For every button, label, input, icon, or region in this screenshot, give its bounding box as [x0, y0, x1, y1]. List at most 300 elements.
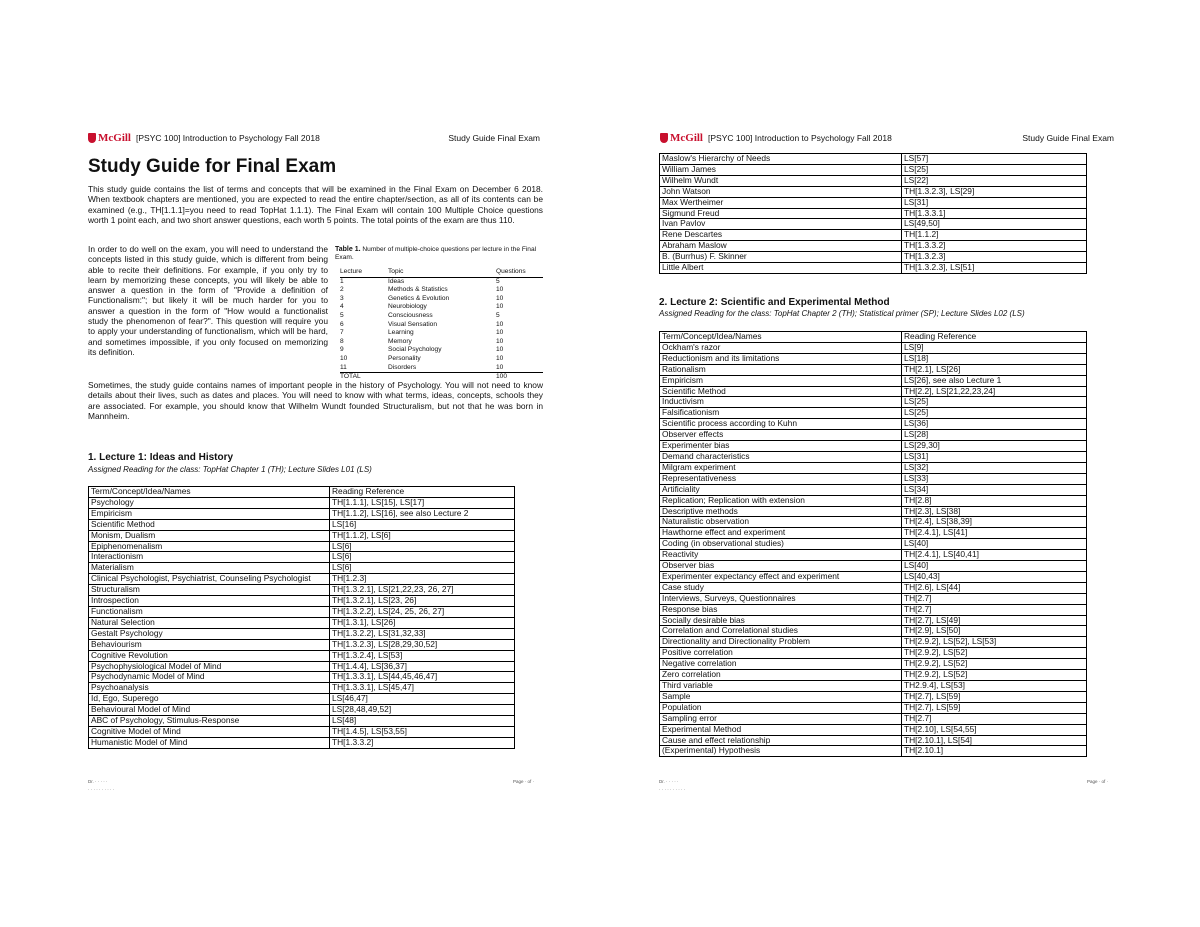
mc-table-row-cell: 10 [496, 354, 504, 362]
table-row-cell: LS[16] [330, 519, 515, 530]
table-row-cell: ABC of Psychology, Stimulus-Response [89, 716, 330, 727]
table-row [89, 661, 515, 672]
table-row-cell: Scientific Method [660, 386, 902, 397]
table-row-cell: Functionalism [89, 606, 330, 617]
page-header [88, 132, 540, 148]
table-row [660, 561, 1087, 572]
table-row-cell: Introspection [89, 596, 330, 607]
table-row [660, 164, 1087, 175]
mc-table-row-cell: 10 [496, 337, 504, 345]
table-row [89, 737, 515, 748]
table-row [660, 451, 1087, 462]
table-row [660, 681, 1087, 692]
table-row-cell: TH[2.10.1], LS[54] [902, 735, 1087, 746]
table-row-cell: Descriptive methods [660, 506, 902, 517]
table-row [89, 726, 515, 737]
table-row-cell: LS[28,48,49,52] [330, 705, 515, 716]
table-row [660, 263, 1087, 274]
table-row-cell: TH[1.3.2.4], LS[53] [330, 650, 515, 661]
table-row [660, 241, 1087, 252]
table-row-cell: TH[1.3.1], LS[26] [330, 617, 515, 628]
mc-table-row-cell: 5 [496, 311, 500, 319]
table-row-cell: Scientific Method [89, 519, 330, 530]
table-row-cell: Wilhelm Wundt [660, 175, 902, 186]
table-row-cell: LS[9] [902, 342, 1087, 353]
table-row-cell: Experimental Method [660, 724, 902, 735]
mc-table-row-cell: 3 [340, 294, 344, 302]
table-row-cell: Monism, Dualism [89, 530, 330, 541]
table-row-cell: Ockham's razor [660, 342, 902, 353]
mc-table-row-cell: 10 [496, 363, 504, 371]
mc-table-row [340, 295, 543, 304]
mc-table-row-cell: 10 [496, 303, 504, 311]
table-row-cell: Naturalistic observation [660, 517, 902, 528]
table-row-cell: LS[36] [902, 419, 1087, 430]
section1-subheading: Assigned Reading for the class: TopHat Chapter 1 (TH); Lecture Slides L01 (LS) [88, 465, 372, 474]
table-row-cell: LS[49,50] [902, 219, 1087, 230]
table-row-cell: Empiricism [660, 375, 902, 386]
table-row-cell: TH[1.3.3.1], LS[45,47] [330, 683, 515, 694]
lecture1-terms-table-continued [659, 153, 1087, 274]
table-row-cell: LS[6] [330, 563, 515, 574]
table-row [660, 615, 1087, 626]
table-row [660, 746, 1087, 757]
course-title: [PSYC 100] Introduction to Psychology Fall 2018 [708, 133, 892, 143]
table-row-cell: Cognitive Model of Mind [89, 726, 330, 737]
table-row [660, 571, 1087, 582]
table-row-cell: Reductionism and its limitations [660, 353, 902, 364]
table-row-cell: Sampling error [660, 713, 902, 724]
table-row [660, 208, 1087, 219]
mc-table-row-cell: 10 [496, 294, 504, 302]
table-row-cell: Psychology [89, 497, 330, 508]
table-row-cell: LS[32] [902, 462, 1087, 473]
table-row [89, 585, 515, 596]
table-row-cell: LS[33] [902, 473, 1087, 484]
table-row-cell: TH[2.7], LS[49] [902, 615, 1087, 626]
table-row [660, 648, 1087, 659]
table-row-cell: TH[1.3.3.2] [902, 241, 1087, 252]
table-row [660, 375, 1087, 386]
table-row-cell: TH[2.7], LS[59] [902, 691, 1087, 702]
table-row-cell: TH[1.2.3] [330, 574, 515, 585]
mc-table-row-cell: 11 [340, 363, 347, 371]
mcgill-logo [88, 132, 131, 144]
table-row-cell: Population [660, 702, 902, 713]
table-row-cell: Maslow's Hierarchy of Needs [660, 154, 902, 165]
mc-table-row-cell: 5 [340, 311, 344, 319]
understanding-paragraph: In order to do well on the exam, you will need to understand the concepts listed in this study guide, which is different from being able to recite their definitions. For example, if you only try to learn by memorizing these concepts, you will likely be able to answer a question in the form of "Provide a definition of Functionalism:"; but likely it will be much harder for you to answer a question in the form of "How would a functionalist study the phenomenon of fear?". This question will require you to apply your understanding of functionalism, which will be hard, and sometimes impossible, if you only focused on memorizing its definition. [88, 244, 328, 357]
table-row [660, 397, 1087, 408]
table1-caption-text: Number of multiple-choice questions per lecture in the Final Exam. [335, 246, 537, 261]
mc-table-row-cell: 9 [340, 346, 344, 354]
table-row-cell: Epiphenomenalism [89, 541, 330, 552]
mc-table-row [340, 364, 543, 373]
logo-text: McGill [670, 132, 703, 144]
mc-table-row-cell: Genetics & Evolution [388, 294, 450, 302]
table-row-cell: TH[1.3.3.2] [330, 737, 515, 748]
header-right-text: Study Guide Final Exam [448, 133, 540, 143]
table-row-cell: LS[40] [902, 539, 1087, 550]
table-row-cell: LS[57] [902, 154, 1087, 165]
mc-table-row-cell: Social Psychology [388, 346, 442, 354]
table-row-cell: TH[2.9], LS[50] [902, 626, 1087, 637]
table-row [660, 670, 1087, 681]
table-row-cell: LS[25] [902, 397, 1087, 408]
lecture2-terms-table [659, 331, 1087, 757]
table-row-cell: TH[1.1.2] [902, 230, 1087, 241]
table-row-cell: TH[1.1.2], LS[16], see also Lecture 2 [330, 508, 515, 519]
table-row [660, 724, 1087, 735]
table-row-cell: TH[2.1], LS[26] [902, 364, 1087, 375]
table-row-cell: Little Albert [660, 263, 902, 274]
table-row-cell: TH[1.3.2.2], LS[31,32,33] [330, 628, 515, 639]
table-row-cell: Socially desirable bias [660, 615, 902, 626]
table-row-cell: John Watson [660, 186, 902, 197]
table-row-cell: TH[2.7], LS[59] [902, 702, 1087, 713]
table-row [89, 552, 515, 563]
table-row-cell: TH[2.7] [902, 604, 1087, 615]
table-row-cell: TH[2.7] [902, 713, 1087, 724]
table-row-cell: LS[31] [902, 451, 1087, 462]
table-row [89, 574, 515, 585]
mc-table-row [340, 303, 543, 312]
table-row-cell: TH[1.3.2.1], LS[23, 26] [330, 596, 515, 607]
table-row-cell: Replication; Replication with extension [660, 495, 902, 506]
mc-table-row [340, 277, 543, 286]
t2-header-term: Term/Concept/Idea/Names [660, 332, 902, 343]
table-row-cell: Psychodynamic Model of Mind [89, 672, 330, 683]
mc-total-label: TOTAL [340, 373, 388, 382]
table-row-cell: TH[1.3.2.3], LS[29] [902, 186, 1087, 197]
table-row-cell: William James [660, 164, 902, 175]
table-row [660, 408, 1087, 419]
table-row-cell: TH[2.8] [902, 495, 1087, 506]
t2-header-ref: Reading Reference [902, 332, 1087, 343]
table-row-cell: Observer effects [660, 430, 902, 441]
mc-table-row-cell: 10 [496, 286, 504, 294]
table-row-cell: Materialism [89, 563, 330, 574]
mc-table-row-cell: 10 [340, 354, 348, 362]
table-row-cell: Behaviourism [89, 639, 330, 650]
footer-left: Dr. · · · · · · · · · · · · · · · [88, 779, 115, 792]
table-row-cell: TH[1.4.4], LS[36,37] [330, 661, 515, 672]
table-row-cell: Inductivism [660, 397, 902, 408]
table-row-cell: (Experimental) Hypothesis [660, 746, 902, 757]
table-row [89, 519, 515, 530]
mc-table-row-cell: 1 [340, 277, 344, 285]
table-row-cell: TH[2.4], LS[38,39] [902, 517, 1087, 528]
table-row-cell: LS[6] [330, 552, 515, 563]
table-row [89, 683, 515, 694]
page-title: Study Guide for Final Exam [88, 156, 337, 177]
section1-heading: 1. Lecture 1: Ideas and History [88, 452, 234, 463]
t1-header-term: Term/Concept/Idea/Names [89, 487, 330, 498]
table-row-cell: Structuralism [89, 585, 330, 596]
table-row [89, 628, 515, 639]
table-row [660, 186, 1087, 197]
table-row [660, 441, 1087, 452]
mc-table-row-cell: Learning [388, 329, 414, 337]
table-row-cell: Artificiality [660, 484, 902, 495]
table-row [89, 497, 515, 508]
table-row [89, 596, 515, 607]
mc-table-row-cell: 8 [340, 337, 344, 345]
table-row [660, 430, 1087, 441]
mc-table-row-cell: Neurobiology [388, 303, 427, 311]
table-row [660, 154, 1087, 165]
table-row [89, 617, 515, 628]
table-row-cell: Rationalism [660, 364, 902, 375]
table-row-cell: LS[34] [902, 484, 1087, 495]
mcgill-shield-icon [660, 133, 668, 143]
mc-table-row-cell: Memory [388, 337, 412, 345]
table-row-cell: TH[2.3], LS[38] [902, 506, 1087, 517]
table-row-cell: TH[1.3.2.2], LS[24, 25, 26, 27] [330, 606, 515, 617]
table-row-cell: Max Wertheimer [660, 197, 902, 208]
table-row-cell: TH[2.9.2], LS[52], LS[53] [902, 637, 1087, 648]
table-row [660, 539, 1087, 550]
table-row-cell: Response bias [660, 604, 902, 615]
table-row-cell: Representativeness [660, 473, 902, 484]
mc-table-row-cell: 7 [340, 329, 344, 337]
table-row-cell: TH[2.10], LS[54,55] [902, 724, 1087, 735]
table-row-cell: Hawthorne effect and experiment [660, 528, 902, 539]
table-row [89, 694, 515, 705]
table-row [660, 175, 1087, 186]
table-row [660, 637, 1087, 648]
mcgill-shield-icon [88, 133, 96, 143]
table-row-cell: Reactivity [660, 550, 902, 561]
table-row-cell: TH[1.4.5], LS[53,55] [330, 726, 515, 737]
table-row [89, 672, 515, 683]
mc-table-row-cell: Visual Sensation [388, 320, 437, 328]
table-row [89, 563, 515, 574]
table-row-cell: Zero correlation [660, 670, 902, 681]
table-row [660, 495, 1087, 506]
table-row-cell: TH[2.4.1], LS[40,41] [902, 550, 1087, 561]
table-row-cell: Cognitive Revolution [89, 650, 330, 661]
table-row [660, 713, 1087, 724]
table-row-cell: Experimenter bias [660, 441, 902, 452]
table1-caption [335, 246, 545, 262]
table-row-cell: Behavioural Model of Mind [89, 705, 330, 716]
mc-table-row-cell: 2 [340, 286, 344, 294]
mc-table-row-cell: Consciousness [388, 311, 433, 319]
mc-table-row-cell: 6 [340, 320, 344, 328]
header-right-text: Study Guide Final Exam [1022, 133, 1114, 143]
table-row-cell: Milgram experiment [660, 462, 902, 473]
table-row-cell: Falsificationism [660, 408, 902, 419]
mc-table-row-cell: Disorders [388, 363, 417, 371]
table-row [89, 530, 515, 541]
mc-table-row-cell: 10 [496, 320, 504, 328]
table-row-cell: TH[2.2], LS[21,22,23,24] [902, 386, 1087, 397]
table-row-cell: Experimenter expectancy effect and experiment [660, 571, 902, 582]
course-title: [PSYC 100] Introduction to Psychology Fall 2018 [136, 133, 320, 143]
table-row [89, 705, 515, 716]
table-row-cell: Observer bias [660, 561, 902, 572]
table-row-cell: TH[1.3.3.1], LS[44,45,46,47] [330, 672, 515, 683]
page-header [660, 132, 1114, 148]
mc-table-row-cell: 10 [496, 329, 504, 337]
table-row-cell: LS[26], see also Lecture 1 [902, 375, 1087, 386]
table-row [660, 364, 1087, 375]
table-row-cell: LS[25] [902, 164, 1087, 175]
table-row [89, 606, 515, 617]
table-row [660, 735, 1087, 746]
mcgill-logo [660, 132, 703, 144]
table-row [660, 473, 1087, 484]
mc-table-row-cell: 4 [340, 303, 344, 311]
table-row-cell: Id, Ego, Superego [89, 694, 330, 705]
table-row-cell: TH[2.4.1], LS[41] [902, 528, 1087, 539]
mc-table-row [340, 321, 543, 330]
table-row-cell: Demand characteristics [660, 451, 902, 462]
mc-header-topic: Topic [388, 268, 496, 277]
table-row [660, 506, 1087, 517]
table-row [660, 252, 1087, 263]
table-row-cell: LS[48] [330, 716, 515, 727]
table-row-cell: LS[6] [330, 541, 515, 552]
table-row [660, 604, 1087, 615]
section2-heading: 2. Lecture 2: Scientific and Experimental Method [659, 297, 890, 308]
table-row-cell: TH[2.9.2], LS[52] [902, 659, 1087, 670]
mc-header-questions: Questions [496, 268, 543, 277]
table-row [660, 484, 1087, 495]
table-row [660, 462, 1087, 473]
table-row-cell: TH[1.1.2], LS[6] [330, 530, 515, 541]
table-row [89, 650, 515, 661]
table-row [660, 219, 1087, 230]
table-row [660, 582, 1087, 593]
mc-table-row-cell: 10 [496, 346, 504, 354]
people-paragraph: Sometimes, the study guide contains names of important people in the history of Psychology. You will not need to know details about their lives, such as dates and places. You will need to know with what terms, ideas, concepts, schools they are associated. For example, you should know that Wilhelm Wundt founded Structuralism, but not that he was born in Mannheim. [88, 380, 543, 421]
table-row-cell: TH[1.1.1], LS[15], LS[17] [330, 497, 515, 508]
t1-header-ref: Reading Reference [330, 487, 515, 498]
table-row-cell: LS[31] [902, 197, 1087, 208]
table-row-cell: TH[1.3.2.3], LS[28,29,30,52] [330, 639, 515, 650]
table-row-cell: TH[2.6], LS[44] [902, 582, 1087, 593]
footer-left: Dr. · · · · · · · · · · · · · · · [659, 779, 686, 792]
table-row-cell: Sample [660, 691, 902, 702]
table-row [89, 541, 515, 552]
footer-page-number-2: Page · of · [1087, 779, 1109, 784]
table-row [660, 197, 1087, 208]
mc-header-lecture: Lecture [340, 268, 388, 277]
section2-subheading: Assigned Reading for the class: TopHat Chapter 2 (TH); Statistical primer (SP); Lecture Slides L02 (LS) [659, 309, 1025, 318]
table-row-cell: TH[1.3.2.3] [902, 252, 1087, 263]
table-row-cell: Empiricism [89, 508, 330, 519]
logo-text: McGill [98, 132, 131, 144]
table-row-cell: Humanistic Model of Mind [89, 737, 330, 748]
table-row [660, 230, 1087, 241]
mc-questions-table [340, 268, 543, 382]
intro-paragraph: This study guide contains the list of terms and concepts that will be examined in the Final Exam on December 6 2018. When textbook chapters are mentioned, you are expected to read the entire chapter/section, as all of its contents can be examined (e.g., TH[1.1.1]=you need to read TopHat 1.1.1). The Final Exam will contain 100 Multiple Choice questions worth 1 point each, and two short answer questions, each worth 5 points. The total points of the exam are thus 110. [88, 184, 543, 225]
table-row-cell: Directionality and Directionality Problem [660, 637, 902, 648]
table-row [660, 626, 1087, 637]
footer-page-number: Page · of · [513, 779, 535, 784]
table-row [89, 639, 515, 650]
table-row-cell: Positive correlation [660, 648, 902, 659]
table-row-cell: TH2.9.4], LS[53] [902, 681, 1087, 692]
table-row [660, 593, 1087, 604]
table-row-cell: LS[22] [902, 175, 1087, 186]
table-row [660, 386, 1087, 397]
table-row-cell: LS[40,43] [902, 571, 1087, 582]
mc-table-row [340, 355, 543, 364]
mc-table-row-cell: Ideas [388, 277, 405, 285]
table-row [660, 528, 1087, 539]
table-row-cell: Correlation and Correlational studies [660, 626, 902, 637]
table-row-cell: LS[18] [902, 353, 1087, 364]
table-row-cell: Interviews, Surveys, Questionnaires [660, 593, 902, 604]
table-row-cell: Natural Selection [89, 617, 330, 628]
table-row-cell: LS[25] [902, 408, 1087, 419]
mc-table-row [340, 338, 543, 347]
table-row-cell: Third variable [660, 681, 902, 692]
mc-table-row-cell: 5 [496, 277, 500, 285]
table-row-cell: B. (Burrhus) F. Skinner [660, 252, 902, 263]
table-row-cell: Negative correlation [660, 659, 902, 670]
table-row-cell: Psychophysiological Model of Mind [89, 661, 330, 672]
table-row-cell: Ivan Pavlov [660, 219, 902, 230]
mc-table-row-cell: Methods & Statistics [388, 286, 448, 294]
lecture1-terms-table [88, 486, 515, 749]
table-row-cell: Case study [660, 582, 902, 593]
mc-table-row [340, 312, 543, 321]
table-row-cell: Interactionism [89, 552, 330, 563]
table-row [660, 419, 1087, 430]
table-row-cell: Psychoanalysis [89, 683, 330, 694]
table-row-cell: TH[1.3.2.1], LS[21,22,23, 26, 27] [330, 585, 515, 596]
table1-caption-label: Table 1. [335, 246, 361, 253]
mc-table-row [340, 329, 543, 338]
table-row [660, 517, 1087, 528]
table-row-cell: LS[40] [902, 561, 1087, 572]
table-row-cell: TH[2.9.2], LS[52] [902, 648, 1087, 659]
table-row-cell: TH[1.3.2.3], LS[51] [902, 263, 1087, 274]
table-row-cell: TH[2.9.2], LS[52] [902, 670, 1087, 681]
table-row [660, 691, 1087, 702]
mc-table-row-cell: Personality [388, 354, 421, 362]
table-row-cell: TH[1.3.3.1] [902, 208, 1087, 219]
table-row-cell: Clinical Psychologist, Psychiatrist, Counseling Psychologist [89, 574, 330, 585]
table-row [89, 508, 515, 519]
table-row [660, 353, 1087, 364]
mc-table-row [340, 346, 543, 355]
table-row [660, 342, 1087, 353]
table-row-cell: LS[29,30] [902, 441, 1087, 452]
table-row-cell: Rene Descartes [660, 230, 902, 241]
table-row-cell: Gestalt Psychology [89, 628, 330, 639]
table-row [660, 550, 1087, 561]
table-row-cell: TH[2.7] [902, 593, 1087, 604]
table-row-cell: Cause and effect relationship [660, 735, 902, 746]
table-row-cell: LS[28] [902, 430, 1087, 441]
table-row [660, 659, 1087, 670]
mc-table-row [340, 286, 543, 295]
table-row-cell: Scientific process according to Kuhn [660, 419, 902, 430]
table-row [89, 716, 515, 727]
table-row-cell: LS[46,47] [330, 694, 515, 705]
mc-total-value: 100 [496, 373, 543, 382]
table-row-cell: Coding (in observational studies) [660, 539, 902, 550]
table-row-cell: Sigmund Freud [660, 208, 902, 219]
table-row [660, 702, 1087, 713]
table-row-cell: Abraham Maslow [660, 241, 902, 252]
table-row-cell: TH[2.10.1] [902, 746, 1087, 757]
